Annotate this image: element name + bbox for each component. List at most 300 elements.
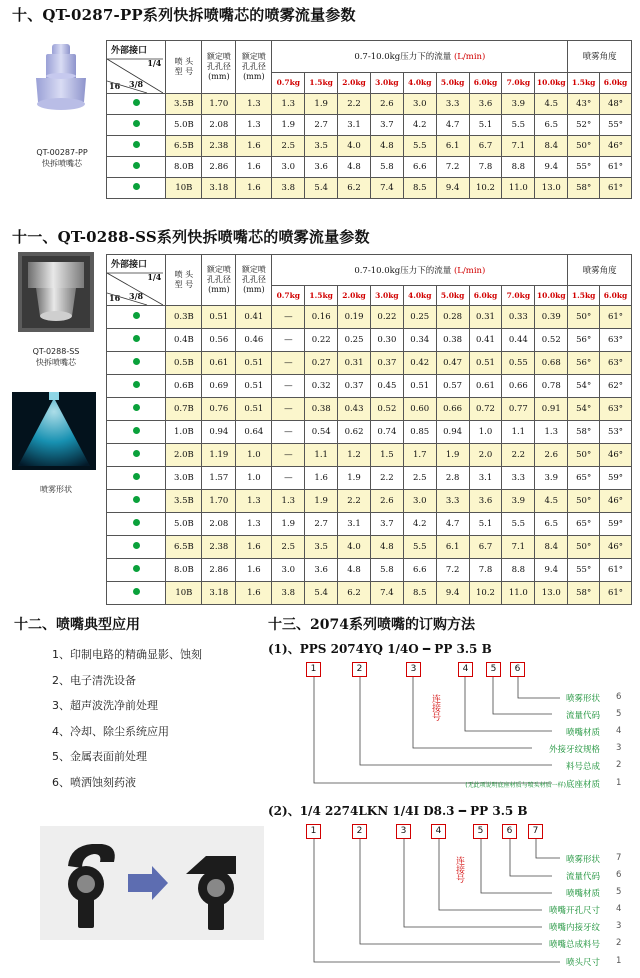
order-box-2-7: 7 xyxy=(528,824,543,839)
flow-cell: 0.42 xyxy=(403,352,436,375)
flow-cell: 0.68 xyxy=(535,352,568,375)
flow-cell: 0.77 xyxy=(502,398,535,421)
angle-cell: 46° xyxy=(600,490,632,513)
order1-label-4: 喷嘴材质 xyxy=(565,728,600,738)
size-16: 16 xyxy=(109,81,121,91)
angle-cell: 50° xyxy=(568,136,600,157)
qt0288-pressure-header: 1.5kg xyxy=(305,285,338,305)
qt0287-angle-pressure-header: 1.5kg xyxy=(568,72,600,93)
order-box-2-3: 3 xyxy=(396,824,411,839)
flow-cell: 4.7 xyxy=(436,115,469,136)
flow-cell: 0.52 xyxy=(370,398,403,421)
flow-cell: 0.66 xyxy=(436,398,469,421)
bore-cell: 2.86 xyxy=(202,559,236,582)
flow-cell: — xyxy=(272,375,305,398)
flow-cell: 5.8 xyxy=(370,559,403,582)
flow-cell: 2.5 xyxy=(272,536,305,559)
qt0287-pressure-header: 1.5kg xyxy=(305,72,338,93)
flow-cell: 2.0 xyxy=(469,444,502,467)
flow-cell: 8.5 xyxy=(403,582,436,605)
order2-num-2: 2 xyxy=(616,938,622,948)
flow-cell: 0.55 xyxy=(502,352,535,375)
flow-cell: 0.51 xyxy=(469,352,502,375)
flow-cell: 10.2 xyxy=(469,178,502,199)
angle-cell: 50° xyxy=(568,306,600,329)
flow-cell: 3.6 xyxy=(469,490,502,513)
flow-cell: 0.43 xyxy=(338,398,371,421)
order-box-1-6: 6 xyxy=(510,662,525,677)
bore-cell: 1.57 xyxy=(202,467,236,490)
flow-cell: 4.0 xyxy=(338,136,371,157)
flow-cell: — xyxy=(272,467,305,490)
frac-38: 3/8 xyxy=(129,79,144,89)
qt0287-pressure-header: 6.0kg xyxy=(469,72,502,93)
frac-14-2: 1/4 xyxy=(147,272,162,282)
flow-cell: 2.5 xyxy=(403,467,436,490)
flow-cell: 4.8 xyxy=(370,536,403,559)
angle-cell: 50° xyxy=(568,490,600,513)
order-example-2-code: (2)、1/4 2274LKN 1/4I D8.3 ━ PP 3.5 B xyxy=(268,804,528,818)
flow-header: 0.7-10.0kg压力下的流量 (L/min) xyxy=(272,41,568,73)
bore-header-2: 额定喷 孔孔径 (mm) xyxy=(202,255,236,306)
model-cell: 3.0B xyxy=(166,467,202,490)
qt0288-pressure-header: 2.0kg xyxy=(338,285,371,305)
hole-cell: 1.0 xyxy=(236,467,272,490)
order-box-1-2: 2 xyxy=(352,662,367,677)
bore-cell: 2.38 xyxy=(202,536,236,559)
angle-cell: 54° xyxy=(568,398,600,421)
angle-cell: 50° xyxy=(568,444,600,467)
flow-cell: 8.4 xyxy=(535,536,568,559)
flow-cell: 0.74 xyxy=(370,421,403,444)
order1-note: (无此项说明底座材质与喷头材质一样) xyxy=(465,782,566,789)
flow-cell: 5.4 xyxy=(305,582,338,605)
flow-cell: 2.5 xyxy=(272,136,305,157)
flow-cell: 0.31 xyxy=(469,306,502,329)
angle-cell: 58° xyxy=(568,421,600,444)
order2-label-2: 喷嘴总成料号 xyxy=(548,940,600,950)
flow-cell: 4.5 xyxy=(535,94,568,115)
flow-cell: 2.8 xyxy=(436,467,469,490)
flow-cell: 2.2 xyxy=(338,490,371,513)
flow-cell: 0.27 xyxy=(305,352,338,375)
flow-cell: 13.0 xyxy=(535,178,568,199)
flow-cell: 3.0 xyxy=(272,157,305,178)
section13-title: 十三、2074系列喷嘴的订购方法 xyxy=(268,617,475,633)
flow-cell: 0.62 xyxy=(338,421,371,444)
hole-cell: 1.6 xyxy=(236,559,272,582)
application-item: 5、金属表面前处理 xyxy=(52,750,147,763)
qt0287-pressure-header: 7.0kg xyxy=(502,72,535,93)
bore-cell: 3.18 xyxy=(202,582,236,605)
application-item: 1、印制电路的精确显影、蚀刻 xyxy=(52,648,202,661)
model-cell: 3.5B xyxy=(166,490,202,513)
connector-label-1: 连接号 xyxy=(430,694,440,721)
qt0287-angle-pressure-header: 6.0kg xyxy=(600,72,632,93)
flow-cell: 2.6 xyxy=(370,490,403,513)
qt0287-pressure-header: 10.0kg xyxy=(535,72,568,93)
flow-cell: 1.3 xyxy=(272,94,305,115)
flow-cell: 0.47 xyxy=(436,352,469,375)
angle-cell: 59° xyxy=(600,513,632,536)
order1-label-3: 外接牙纹规格 xyxy=(548,745,600,755)
angle-cell: 61° xyxy=(600,582,632,605)
model-cell: 8.0B xyxy=(166,559,202,582)
flow-cell: 3.1 xyxy=(469,467,502,490)
flow-cell: 5.5 xyxy=(502,513,535,536)
flow-cell: 0.37 xyxy=(370,352,403,375)
flow-cell: 5.4 xyxy=(305,178,338,199)
flow-cell: 3.9 xyxy=(502,490,535,513)
angle-header: 喷雾角度 xyxy=(568,41,632,73)
application-item: 2、电子清洗设备 xyxy=(52,673,136,687)
angle-cell: 55° xyxy=(568,559,600,582)
model-cell: 1.0B xyxy=(166,421,202,444)
qt0287-pressure-header: 2.0kg xyxy=(338,72,371,93)
flow-cell: 7.4 xyxy=(370,178,403,199)
flow-cell: 7.4 xyxy=(370,582,403,605)
angle-cell: 55° xyxy=(568,157,600,178)
flow-cell: 3.8 xyxy=(272,582,305,605)
flow-cell: 9.4 xyxy=(436,582,469,605)
order1-num-2: 2 xyxy=(616,760,622,770)
hole-cell: 0.51 xyxy=(236,352,272,375)
application-item: 6、喷洒蚀刻药液 xyxy=(52,775,136,789)
qt0288-pressure-header: 0.7kg xyxy=(272,285,305,305)
flow-cell: 0.52 xyxy=(535,329,568,352)
flow-cell: 1.9 xyxy=(272,115,305,136)
hole-cell: 0.41 xyxy=(236,306,272,329)
bore-cell: 0.56 xyxy=(202,329,236,352)
flow-cell: 8.4 xyxy=(535,136,568,157)
section12-title: 十二、喷嘴典型应用 xyxy=(14,617,140,633)
flow-cell: 3.5 xyxy=(305,536,338,559)
order2-num-1: 1 xyxy=(616,956,622,966)
flow-cell: 2.7 xyxy=(305,115,338,136)
flow-cell: 1.2 xyxy=(338,444,371,467)
bore-cell: 1.70 xyxy=(202,94,236,115)
hole-cell: 0.51 xyxy=(236,398,272,421)
hole-cell: 1.6 xyxy=(236,157,272,178)
flow-cell: 3.6 xyxy=(305,157,338,178)
order-box-2-6: 6 xyxy=(502,824,517,839)
hole-cell: 1.0 xyxy=(236,444,272,467)
size-16-2: 16 xyxy=(109,293,121,303)
flow-cell: 1.7 xyxy=(403,444,436,467)
angle-cell: 50° xyxy=(568,536,600,559)
flow-cell: 3.5 xyxy=(305,136,338,157)
flow-cell: 0.37 xyxy=(338,375,371,398)
flow-cell: 4.8 xyxy=(338,559,371,582)
model-cell: 2.0B xyxy=(166,444,202,467)
flow-cell: 0.51 xyxy=(403,375,436,398)
angle-cell: 58° xyxy=(568,582,600,605)
flow-cell: 1.3 xyxy=(535,421,568,444)
angle-cell: 63° xyxy=(600,398,632,421)
flow-cell: 6.6 xyxy=(403,559,436,582)
flow-cell: 0.54 xyxy=(305,421,338,444)
qt0287-pressure-header: 0.7kg xyxy=(272,72,305,93)
flow-cell: 1.9 xyxy=(305,490,338,513)
order1-num-4: 4 xyxy=(616,726,622,736)
order-box-1-4: 4 xyxy=(458,662,473,677)
flow-cell: 0.85 xyxy=(403,421,436,444)
flow-cell: 5.5 xyxy=(403,536,436,559)
model-header-2: 喷 头 型 号 xyxy=(166,255,202,306)
flow-cell: 5.8 xyxy=(370,157,403,178)
flow-cell: 3.6 xyxy=(469,94,502,115)
flow-cell: 7.1 xyxy=(502,536,535,559)
bore-cell: 0.61 xyxy=(202,352,236,375)
bore-cell: 3.18 xyxy=(202,178,236,199)
flow-cell: 2.2 xyxy=(502,444,535,467)
order2-num-4: 4 xyxy=(616,904,622,914)
flow-cell: 9.4 xyxy=(535,157,568,178)
flow-cell: 6.1 xyxy=(436,536,469,559)
flow-cell: 0.60 xyxy=(403,398,436,421)
flow-cell: — xyxy=(272,329,305,352)
angle-cell: 46° xyxy=(600,444,632,467)
flow-cell: 0.30 xyxy=(370,329,403,352)
angle-cell: 48° xyxy=(600,94,632,115)
order2-num-6: 6 xyxy=(616,870,622,880)
bore-cell: 0.69 xyxy=(202,375,236,398)
flow-cell: 2.2 xyxy=(370,467,403,490)
flow-cell: 0.33 xyxy=(502,306,535,329)
angle-cell: 56° xyxy=(568,329,600,352)
hole-header: 额定喷 孔孔径 (mm) xyxy=(236,41,272,94)
bore-cell: 0.76 xyxy=(202,398,236,421)
angle-cell: 65° xyxy=(568,513,600,536)
flow-cell: — xyxy=(272,352,305,375)
angle-cell: 59° xyxy=(600,467,632,490)
caption-desc-2: 快拆喷嘴芯 xyxy=(36,358,76,367)
angle-cell: 61° xyxy=(600,178,632,199)
flow-cell: 0.91 xyxy=(535,398,568,421)
flow-cell: 1.9 xyxy=(305,94,338,115)
section11-title: 十一、QT-0288-SS系列快拆喷嘴芯的喷雾流量参数 xyxy=(12,228,370,246)
hole-cell: 1.3 xyxy=(236,115,272,136)
flow-cell: 4.8 xyxy=(370,136,403,157)
flow-cell: 4.0 xyxy=(338,536,371,559)
flow-cell: 11.0 xyxy=(502,178,535,199)
model-cell: 10B xyxy=(166,178,202,199)
flow-header-2: 0.7-10.0kg压力下的流量 (L/min) xyxy=(272,255,568,286)
flow-cell: 4.5 xyxy=(535,490,568,513)
order-box-2-5: 5 xyxy=(473,824,488,839)
flow-cell: 1.1 xyxy=(305,444,338,467)
flow-cell: 0.61 xyxy=(469,375,502,398)
flow-cell: 5.5 xyxy=(403,136,436,157)
flow-cell: 6.2 xyxy=(338,178,371,199)
flow-cell: 2.6 xyxy=(535,444,568,467)
bore-cell: 2.38 xyxy=(202,136,236,157)
flow-cell: 4.7 xyxy=(436,513,469,536)
qt0287-pressure-header: 5.0kg xyxy=(436,72,469,93)
angle-cell: 54° xyxy=(568,375,600,398)
flow-cell: 8.8 xyxy=(502,157,535,178)
flow-cell: 3.6 xyxy=(305,559,338,582)
angle-header-2: 喷雾角度 xyxy=(568,255,632,286)
order-box-1-1: 1 xyxy=(306,662,321,677)
flow-cell: 8.5 xyxy=(403,178,436,199)
flow-cell: 3.0 xyxy=(403,490,436,513)
flow-cell: 8.8 xyxy=(502,559,535,582)
order1-label-1-text: 底座材质 xyxy=(565,780,600,790)
flow-cell: 4.2 xyxy=(403,513,436,536)
flow-cell: 3.3 xyxy=(436,94,469,115)
flow-cell: 0.28 xyxy=(436,306,469,329)
model-cell: 0.5B xyxy=(166,352,202,375)
flow-cell: 0.32 xyxy=(305,375,338,398)
order1-num-1: 1 xyxy=(616,778,622,788)
angle-cell: 46° xyxy=(600,536,632,559)
spray-caption: 喷雾形状 xyxy=(40,485,72,494)
flow-cell: 6.7 xyxy=(469,136,502,157)
flow-cell: 7.1 xyxy=(502,136,535,157)
flow-cell: 2.6 xyxy=(370,94,403,115)
flow-cell: 0.45 xyxy=(370,375,403,398)
flow-cell: 3.3 xyxy=(502,467,535,490)
flow-cell: 6.6 xyxy=(403,157,436,178)
flow-cell: 0.22 xyxy=(305,329,338,352)
model-cell: 0.7B xyxy=(166,398,202,421)
order1-num-5: 5 xyxy=(616,709,622,719)
hole-cell: 0.51 xyxy=(236,375,272,398)
angle-cell: 46° xyxy=(600,136,632,157)
model-cell: 0.6B xyxy=(166,375,202,398)
order2-num-7: 7 xyxy=(616,853,622,863)
outer-thread-label-2: 外部接口 xyxy=(111,260,148,270)
flow-cell: 0.72 xyxy=(469,398,502,421)
flow-cell: 3.1 xyxy=(338,115,371,136)
section10-title: 十、QT-0287-PP系列快拆喷嘴芯的喷雾流量参数 xyxy=(12,6,356,24)
flow-cell: — xyxy=(272,398,305,421)
order2-num-3: 3 xyxy=(616,921,622,931)
model-cell: 5.0B xyxy=(166,513,202,536)
flow-cell: 6.1 xyxy=(436,136,469,157)
hole-cell: 1.3 xyxy=(236,94,272,115)
flow-cell: 7.2 xyxy=(436,559,469,582)
hole-cell: 1.6 xyxy=(236,536,272,559)
model-header: 喷 头 型 号 xyxy=(166,41,202,94)
flow-cell: 6.7 xyxy=(469,536,502,559)
flow-cell: 10.2 xyxy=(469,582,502,605)
application-item: 3、超声波洗净前处理 xyxy=(52,699,158,712)
flow-cell: 0.31 xyxy=(338,352,371,375)
flow-cell: 1.9 xyxy=(272,513,305,536)
caption-model: QT-00287-PP xyxy=(36,148,88,157)
angle-cell: 61° xyxy=(600,157,632,178)
bore-cell: 2.08 xyxy=(202,115,236,136)
flow-cell: 7.8 xyxy=(469,157,502,178)
flow-cell: 2.2 xyxy=(338,94,371,115)
flow-cell: 3.9 xyxy=(502,94,535,115)
qt0288-pressure-header: 6.0kg xyxy=(469,285,502,305)
flow-cell: 7.2 xyxy=(436,157,469,178)
order1-num-6: 6 xyxy=(616,692,622,702)
connector-label-2: 连接号 xyxy=(454,856,464,883)
order2-label-3: 喷嘴内接牙纹 xyxy=(548,923,600,933)
bore-cell: 0.51 xyxy=(202,306,236,329)
flow-cell: 0.94 xyxy=(436,421,469,444)
order-box-2-2: 2 xyxy=(352,824,367,839)
order1-num-3: 3 xyxy=(616,743,622,753)
flow-cell: 1.3 xyxy=(272,490,305,513)
angle-cell: 58° xyxy=(568,178,600,199)
angle-cell: 52° xyxy=(568,115,600,136)
model-cell: 10B xyxy=(166,582,202,605)
angle-cell: 62° xyxy=(600,375,632,398)
flow-cell: 3.9 xyxy=(535,467,568,490)
flow-cell: 4.8 xyxy=(338,157,371,178)
order2-label-7: 喷雾形状 xyxy=(565,855,600,865)
flow-cell: 5.1 xyxy=(469,513,502,536)
flow-cell: 0.16 xyxy=(305,306,338,329)
order-box-2-4: 4 xyxy=(431,824,446,839)
order2-label-5: 喷嘴材质 xyxy=(565,889,600,899)
flow-cell: 11.0 xyxy=(502,582,535,605)
bore-cell: 2.08 xyxy=(202,513,236,536)
angle-cell: 43° xyxy=(568,94,600,115)
application-item: 4、冷却、除尘系统应用 xyxy=(52,724,169,738)
bore-header: 额定喷 孔孔径 (mm) xyxy=(202,41,236,94)
angle-cell: 61° xyxy=(600,559,632,582)
bore-cell: 1.19 xyxy=(202,444,236,467)
angle-cell: 61° xyxy=(600,306,632,329)
flow-cell: 1.9 xyxy=(338,467,371,490)
hole-cell: 1.6 xyxy=(236,136,272,157)
model-cell: 0.3B xyxy=(166,306,202,329)
flow-cell: 0.78 xyxy=(535,375,568,398)
flow-cell: 7.8 xyxy=(469,559,502,582)
angle-cell: 65° xyxy=(568,467,600,490)
hole-cell: 1.6 xyxy=(236,178,272,199)
order1-label-6: 喷雾形状 xyxy=(565,694,600,704)
flow-cell: 3.7 xyxy=(370,513,403,536)
flow-cell: 0.25 xyxy=(338,329,371,352)
angle-cell: 63° xyxy=(600,329,632,352)
flow-cell: — xyxy=(272,421,305,444)
outer-thread-label: 外部接口 xyxy=(111,46,148,56)
qt0288-pressure-header: 4.0kg xyxy=(403,285,436,305)
flow-cell: 6.5 xyxy=(535,513,568,536)
order2-label-1: 喷头尺寸 xyxy=(565,958,600,968)
flow-cell: 3.3 xyxy=(436,490,469,513)
hole-cell: 1.6 xyxy=(236,582,272,605)
flow-cell: 0.34 xyxy=(403,329,436,352)
flow-cell: 0.38 xyxy=(305,398,338,421)
flow-cell: 1.9 xyxy=(436,444,469,467)
flow-cell: 3.1 xyxy=(338,513,371,536)
caption-desc: 快拆喷嘴芯 xyxy=(42,159,82,168)
qt0287-pressure-header: 4.0kg xyxy=(403,72,436,93)
flow-cell: 1.1 xyxy=(502,421,535,444)
hole-cell: 0.64 xyxy=(236,421,272,444)
flow-cell: 0.22 xyxy=(370,306,403,329)
flow-cell: 5.1 xyxy=(469,115,502,136)
bore-cell: 0.94 xyxy=(202,421,236,444)
qt0288-angle-pressure-header: 6.0kg xyxy=(600,285,632,305)
order-box-2-1: 1 xyxy=(306,824,321,839)
flow-cell: 1.5 xyxy=(370,444,403,467)
qt0288-pressure-header: 7.0kg xyxy=(502,285,535,305)
hole-header-2: 额定喷 孔孔径 (mm) xyxy=(236,255,272,306)
flow-cell: 4.2 xyxy=(403,115,436,136)
flow-cell: 6.5 xyxy=(535,115,568,136)
flow-cell: 0.57 xyxy=(436,375,469,398)
qt0288-pressure-header: 10.0kg xyxy=(535,285,568,305)
